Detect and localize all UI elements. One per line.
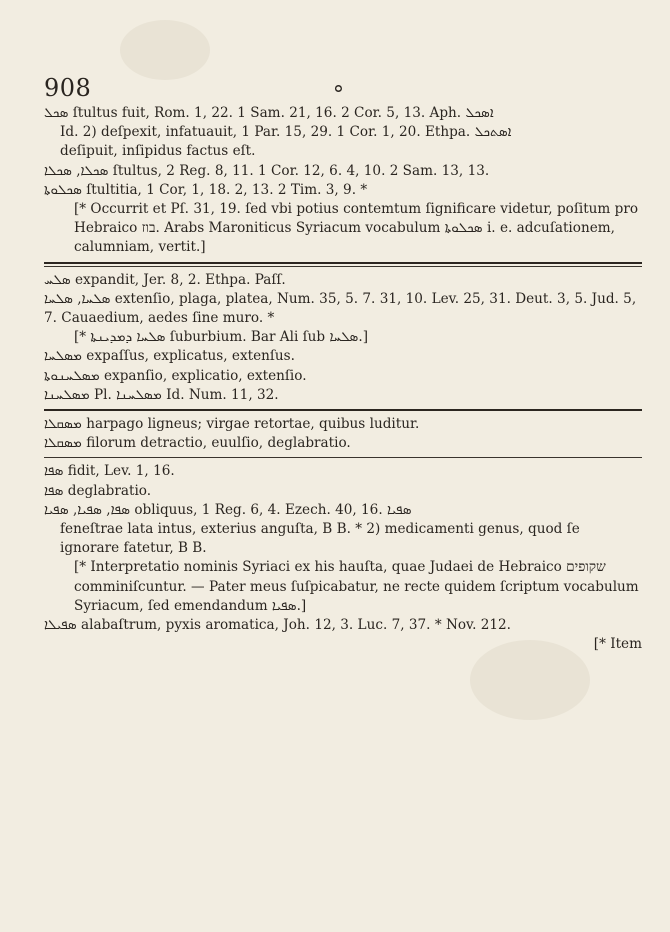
dictionary-entry: ܡܣܠܚܢܘܬܐ expanſio, explicatio, extenſio. — [44, 367, 307, 384]
dictionary-entry: deſipuit, inſipidus factus eſt. — [60, 143, 256, 160]
footnote: [* Interpretatio nominis Syriaci ex his hauſta, quae Judaei de Hebraico שקופים comminiſcuntur. — Pater meus ſuſpicabatur, ne recte quidem ſcriptum vocabulum Syriacum, ſed emendandum ܣܦܝܐ.] — [74, 559, 639, 614]
dictionary-entry: ܡܣܠܚܢܐ Pl. ܡܣܠܚܢܐ Id. Num. 11, 32. — [44, 386, 279, 403]
dictionary-entry: ܡܣܩܠܐ filorum detractio, euulſio, deglabratio. — [44, 435, 351, 452]
dictionary-entry: ܣܠܚ expandit, Jer. 8, 2. Ethpa. Paſſ. — [44, 271, 286, 288]
dictionary-entry: ܣܦܝܠܐ alabaſtrum, pyxis aromatica, Joh. 12, 3. Luc. 7, 37. * Nov. 212. — [44, 617, 511, 634]
section-divider — [44, 409, 642, 411]
footnote-continuation: [* Item — [593, 636, 642, 653]
dictionary-entry: ܣܠܚܐ, ܣܠܚܐ extenſio, plaga, platea, Num. 35, 5. 7. 31, 10. Lev. 25, 31. Deut. 3, 5. Jud. 5, 7. Cauaedium, aedes ſine muro. * — [44, 290, 637, 327]
page-number: 908 — [44, 74, 92, 102]
page-header — [44, 74, 626, 104]
footnote: [* ܣܠܚܐ ܕܡܕܝܢܬܐ ſuburbium. Bar Ali ſub ܣܠܚܐ.] — [74, 329, 368, 346]
dictionary-entry: ܣܟܠܐ, ܣܟܠܐ ſtultus, 2 Reg. 8, 11. 1 Cor. 12, 6. 4, 10. 2 Sam. 13, 13. — [44, 162, 490, 179]
paper-stain — [120, 20, 210, 80]
dictionary-entry: ܡܣܠܚܐ expaſſus, explicatus, extenſus. — [44, 348, 295, 365]
dictionary-entry: ܡܣܩܠܐ harpago ligneus; virgae retortae, quibus luditur. — [44, 416, 420, 433]
dictionary-entry: ܣܟܠ ſtultus fuit, Rom. 1, 22. 1 Sam. 21, 16. 2 Cor. 5, 13. Aph. ܐܣܟܠ — [44, 105, 494, 121]
dictionary-entry: ܣܦܐ fidit, Lev. 1, 16. — [44, 463, 175, 480]
running-header-glyph: ܘ — [334, 77, 343, 96]
dictionary-entry: ܣܦܐ, ܣܦܝܐ, ܣܦܝܐ obliquus, 1 Reg. 6, 4. Ezech. 40, 16. ܣܦܝܐ — [44, 501, 412, 518]
dictionary-entry: ܣܦܐ deglabratio. — [44, 482, 152, 499]
dictionary-entry: ܣܟܠܘܬܐ ſtultitia, 1 Cor, 1, 18. 2, 13. 2 Tim. 3, 9. * — [44, 181, 368, 198]
dictionary-column — [44, 104, 642, 654]
dictionary-entry: feneſtrae lata intus, exterius anguſta, B B. * 2) medicamenti genus, quod ſe ignorare fatetur, B B. — [60, 521, 580, 557]
footnote: [* Occurrit et Pſ. 31, 19. ſed vbi potius contemtum ſignificare videtur, poſitum pro Hebraico בוז. Arabs Maroniticus Syriacum vocabulum ܣܟܠܘܬܐ i. e. adcuſationem, calumniam, vertit.] — [74, 201, 639, 256]
dictionary-entry: Id. 2) deſpexit, infatuauit, 1 Par. 15, 29. 1 Cor. 1, 20. Ethpa. ܐܣܬܟܠ — [60, 124, 512, 141]
section-divider — [44, 457, 642, 458]
section-divider — [44, 262, 642, 267]
